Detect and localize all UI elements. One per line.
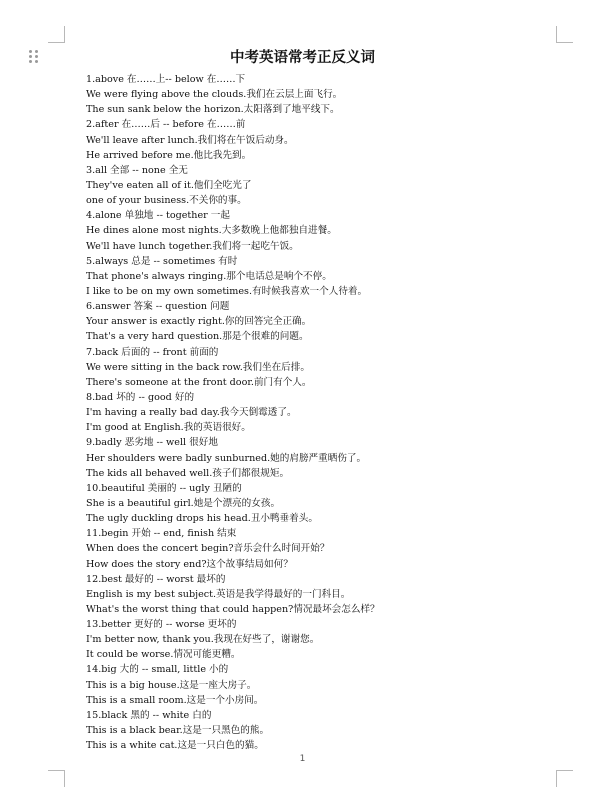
text-line: How does the story end?这个故事结局如何？ — [86, 558, 293, 570]
text-line: When does the concert begin?音乐会什么时间开始？ — [86, 543, 330, 555]
text-line: We'll have lunch together.我们将一起吃午饭。 — [86, 240, 299, 252]
text-line: 3.all 全部 -- none 全无 — [86, 164, 188, 176]
page-corner-mark — [48, 770, 65, 787]
text-line: 12.best 最好的 -- worst 最坏的 — [86, 573, 226, 585]
text-line: Her shoulders were badly sunburned.她的肩膀严重晒伤了。 — [86, 452, 367, 464]
text-line: The sun sank below the horizon.太阳落到了地平线下。 — [86, 104, 340, 116]
text-line: 6.answer 答案 -- question 问题 — [86, 301, 230, 313]
text-line: 7.back 后面的 -- front 前面的 — [86, 346, 219, 358]
text-line: 4.alone 单独地 -- together 一起 — [86, 210, 230, 222]
page-title: 中考英语常考正反义词 — [230, 50, 375, 66]
text-line: 13.better 更好的 -- worse 更坏的 — [86, 619, 237, 631]
text-line: What's the worst thing that could happen?情况最坏会怎么样？ — [86, 603, 380, 615]
text-line: It could be worse.情况可能更糟。 — [86, 649, 241, 661]
text-line: The kids all behaved well.孩子们都很规矩。 — [86, 467, 290, 479]
text-line: That's a very hard question.那是个很难的问题。 — [86, 331, 309, 343]
document-body — [86, 72, 556, 753]
text-line: Your answer is exactly right.你的回答完全正确。 — [86, 316, 312, 328]
text-line: This is a black bear.这是一只黑色的熊。 — [86, 725, 270, 737]
text-line: 5.always 总是 -- sometimes 有时 — [86, 255, 238, 267]
text-line: The ugly duckling drops his head.丑小鸭垂着头。 — [86, 513, 318, 525]
text-line: We were sitting in the back row.我们坐在后排。 — [86, 361, 310, 373]
text-line: 14.big 大的 -- small, little 小的 — [86, 664, 229, 676]
text-line: This is a small room.这是一个小房间。 — [86, 694, 264, 706]
text-line: This is a big house.这是一座大房子。 — [86, 679, 257, 691]
text-line: This is a white cat.这是一只白色的猫。 — [86, 740, 264, 752]
page-corner-mark — [556, 770, 573, 787]
text-line: We were flying above the clouds.我们在云层上面飞行。 — [86, 89, 343, 101]
page-number: 1 — [299, 754, 306, 764]
page-corner-mark — [48, 26, 65, 43]
text-line: He dines alone most nights.大多数晚上他都独自进餐。 — [86, 225, 337, 237]
text-line: 1.above 在……上-- below 在……下 — [86, 74, 246, 85]
text-line: I'm better now, thank you.我现在好些了，谢谢您。 — [86, 634, 320, 646]
text-line: 11.begin 开始 -- end, finish 结束 — [86, 528, 237, 540]
text-line: 15.black 黑的 -- white 白的 — [86, 709, 212, 721]
text-line: 10.beautiful 美丽的 -- ugly 丑陋的 — [86, 482, 242, 494]
text-line: I like to be on my own sometimes.有时候我喜欢一个人待着。 — [86, 285, 368, 297]
text-line: That phone's always ringing.那个电话总是响个不停。 — [86, 270, 332, 282]
text-line: We'll leave after lunch.我们将在午饭后动身。 — [86, 134, 294, 146]
page-corner-mark — [556, 26, 573, 43]
text-line: one of your business.不关你的事。 — [86, 195, 247, 207]
text-line: She is a beautiful girl.她是个漂亮的女孩。 — [86, 497, 281, 509]
text-line: I'm good at English.我的英语很好。 — [86, 422, 251, 434]
text-line: 8.bad 坏的 -- good 好的 — [86, 391, 195, 403]
text-line: 2.after 在……后 -- before 在……前 — [86, 119, 246, 131]
text-line: They've eaten all of it.他们全吃光了 — [86, 179, 252, 191]
text-line: There's someone at the front door.前门有个人。 — [86, 376, 312, 388]
text-line: English is my best subject.英语是我学得最好的一门科目。 — [86, 588, 351, 600]
text-line: 9.badly 恶劣地 -- well 很好地 — [86, 437, 218, 449]
text-line: I'm having a really bad day.我今天倒霉透了。 — [86, 407, 297, 419]
text-line: He arrived before me.他比我先到。 — [86, 149, 252, 161]
